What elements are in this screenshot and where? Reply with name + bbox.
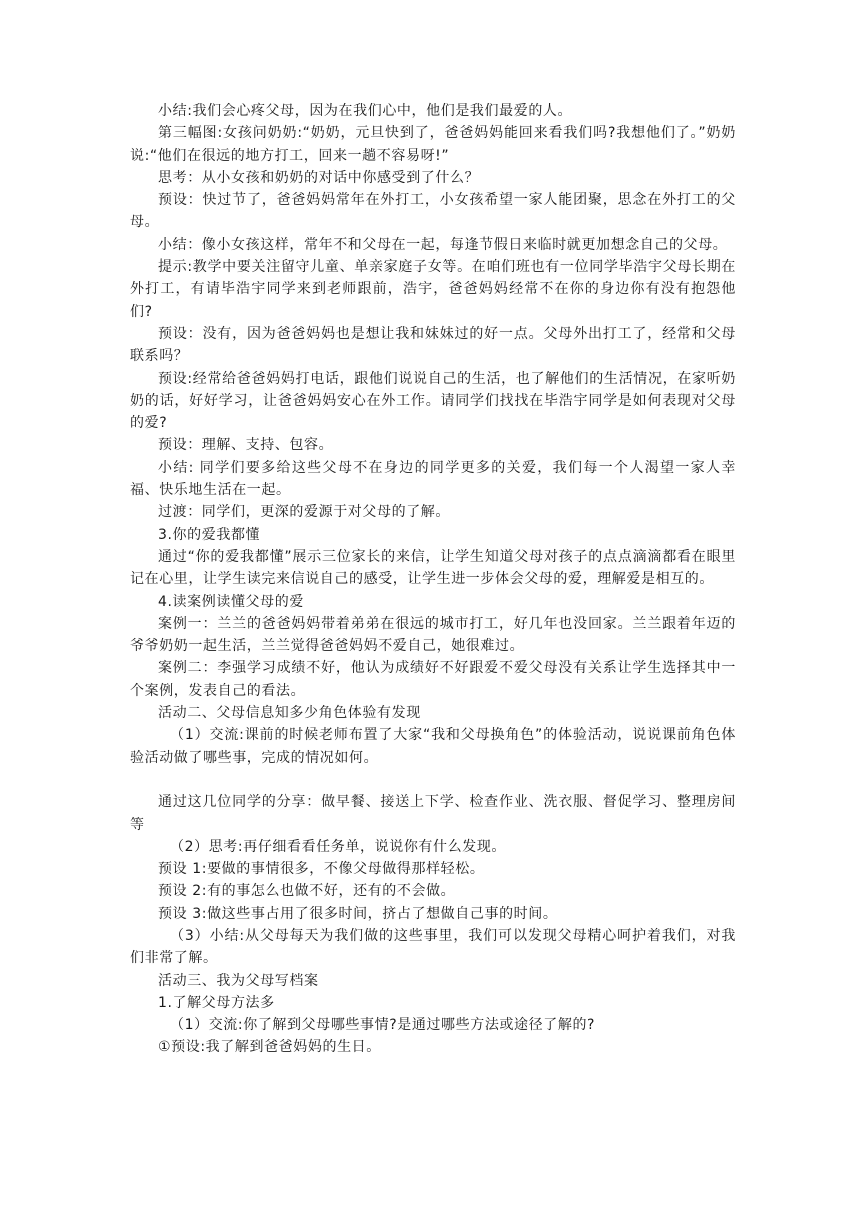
paragraph: 预设：没有，因为爸爸妈妈也是想让我和妹妹过的好一点。父母外出打工了，经常和父母联系吗？ bbox=[130, 325, 736, 365]
paragraph: 预设:经常给爸爸妈妈打电话，跟他们说说自己的生活，也了解他们的生活情况，在家听奶奶的话，好好学习，让爸爸妈妈安心在外工作。请同学们找找在毕浩宇同学是如何表现对父母的爱? bbox=[130, 370, 736, 432]
section-heading: 1.了解父母方法多 bbox=[158, 994, 275, 1011]
paragraph: 预设：快过节了，爸爸妈妈常年在外打工，小女孩希望一家人能团聚，思念在外打工的父母。 bbox=[130, 192, 736, 231]
paragraph: 案例一：兰兰的爸爸妈妈带着弟弟在很远的城市打工，好几年也没回家。兰兰跟着年迈的爷爷奶奶一起生活，兰兰觉得爸爸妈妈不爱自己，她很难过。 bbox=[130, 615, 736, 655]
document-body bbox=[130, 100, 736, 1059]
paragraph: 小结: 同学们要多给这些父母不在身边的同学更多的关爱，我们每一个人渴望一家人幸福、快乐地生活在一起。 bbox=[130, 459, 736, 499]
section-heading: 4.读案例读懂父母的爱 bbox=[158, 593, 304, 610]
paragraph: 案例二：李强学习成绩不好，他认为成绩好不好跟爱不爱父母没有关系让学生选择其中一个案例，发表自己的看法。 bbox=[130, 660, 736, 699]
paragraph: 思考：从小女孩和奶奶的对话中你感受到了什么？ bbox=[158, 169, 480, 186]
paragraph: 预设 2:有的事怎么也做不好，还有的不会做。 bbox=[158, 883, 456, 900]
paragraph: （1）交流:课前的时候老师布置了大家“我和父母换角色”的体验活动，说说课前角色体验活动做了哪些事，完成的情况如何。 bbox=[130, 727, 736, 766]
section-heading: 3.你的爱我都懂 bbox=[158, 526, 261, 543]
paragraph: 预设 3:做这些事占用了很多时间，挤占了想做自己事的时间。 bbox=[158, 905, 558, 922]
paragraph: 预设：理解、支持、包容。 bbox=[158, 437, 334, 454]
paragraph: 提示:教学中要关注留守儿童、单亲家庭子女等。在咱们班也有一位同学毕浩宇父母长期在外打工，有请毕浩宇同学来到老师跟前，浩宇，爸爸妈妈经常不在你的身边你有没有抱怨他们? bbox=[130, 259, 736, 320]
section-heading: 活动三、我为父母写档案 bbox=[158, 972, 319, 989]
paragraph: 第三幅图:女孩问奶奶:“奶奶，元旦快到了，爸爸妈妈能回来看我们吗?我想他们了。”奶奶说:“他们在很远的地方打工，回来一趟不容易呀!” bbox=[130, 125, 736, 164]
paragraph: （2）思考:再仔细看看任务单，说说你有什么发现。 bbox=[170, 838, 507, 855]
paragraph: （1）交流:你了解到父母哪些事情?是通过哪些方法或途径了解的? bbox=[170, 1017, 596, 1034]
paragraph: 过渡：同学们，更深的爱源于对父母的了解。 bbox=[158, 504, 450, 521]
paragraph: 预设 1:要做的事情很多，不像父母做得那样轻松。 bbox=[158, 861, 485, 878]
paragraph: 小结:我们会心疼父母，因为在我们心中，他们是我们最爱的人。 bbox=[158, 103, 573, 119]
paragraph: 通过“你的爱我都懂”展示三位家长的来信，让学生知道父母对孩子的点点滴滴都看在眼里记在心里，让学生读完来信说自己的感受，让学生进一步体会父母的爱，理解爱是相互的。 bbox=[130, 548, 736, 588]
section-heading: 活动二、父母信息知多少角色体验有发现 bbox=[158, 705, 421, 722]
paragraph: 小结：像小女孩这样，常年不和父母在一起，每逢节假日来临时就更加想念自己的父母。 bbox=[158, 236, 728, 253]
paragraph: 通过这几位同学的分享：做早餐、接送上下学、检查作业、洗衣服、督促学习、整理房间等 bbox=[130, 794, 736, 833]
paragraph: （3）小结:从父母每天为我们做的这些事里，我们可以发现父母精心呵护着我们，对我们非常了解。 bbox=[130, 927, 736, 967]
paragraph: ①预设:我了解到爸爸妈妈的生日。 bbox=[158, 1039, 381, 1056]
blank-line bbox=[130, 769, 736, 791]
